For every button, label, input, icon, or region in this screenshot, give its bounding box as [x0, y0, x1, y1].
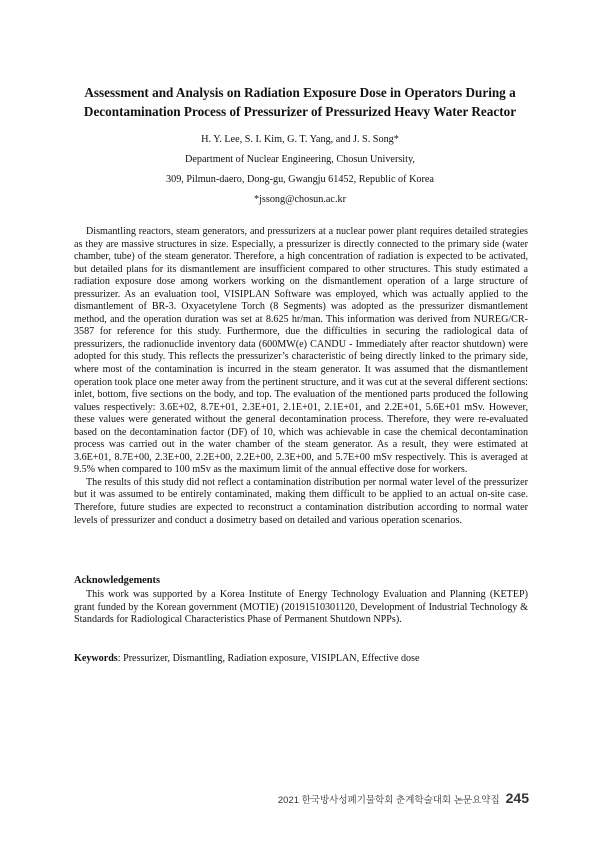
author-list: H. Y. Lee, S. I. Kim, G. T. Yang, and J. S. Song* — [201, 134, 399, 145]
affiliation-department: Department of Nuclear Engineering, Chosun University, — [185, 154, 415, 165]
page-number: 245 — [505, 790, 529, 806]
acknowledgements-text: This work was supported by a Korea Institute of Energy Technology Evaluation and Planning (KETEP) grant funded by the Korean government (MOTIE) (20191510301120, Development of Industrial Technology & Standards for Radiological Characteristics Phase of Permanent Shutdown NPPs). — [74, 589, 528, 626]
title-line-2: Decontamination Process of Pressurizer of Pressurized Heavy Water Reactor — [83, 103, 517, 119]
affiliation-address: 309, Pilmun-daero, Dong-gu, Gwangju 61452, Republic of Korea — [166, 174, 434, 185]
abstract-body — [74, 226, 528, 527]
paper-title — [60, 84, 540, 121]
corresponding-email: *jssong@chosun.ac.kr — [253, 194, 346, 205]
abstract-paragraph-1: Dismantling reactors, steam generators, and pressurizers at a nuclear power plant requires detailed strategies as they are massive structures in size. Especially, a pressurizer is directly connected to the primary side (water chamber, tube) of the steam generator. Therefore, a high concentration of radiation is expected to be activated, but detailed plans for its dismantlement are insufficient compared to other structures. This study estimated a radiation exposure dose among workers working on the dismantlement operation of a large structure of pressurizer. As an evaluation tool, VISIPLAN Software was employed, which was actually applied to the dismantlement of BR-3. Oxyacetylene Torch (8 Segments) was adopted as the pressurizer dismantlement method, and the operation duration was set at 8.625 hr/man. This information was derived from NUREG/CR-3587 for reference for this study. Furthermore, due the difficulties in securing the radiological data of pressurizers, the radionuclide inventory data (600MW(e) CANDU - Immediately after reactor shutdown) were adopted for this study. This reflects the pressurizer’s characteristic of being directly linked to the primary side, where most of the contamination is incurred in the steam generator. It was assumed that the dismantlement operation took place one meter away from the pertinent structure, and it was cut at the several different sections: inlet, bottom, five sections on the body, and top. The evaluation of the mentioned parts produced the following values respectively: 3.6E+02, 8.7E+01, 2.3E+01, 2.1E+01, 2.1E+01, and 2.2E+01, 5.6E+01 mSv. However, these values were generated without the general decontamination process. Therefore, they were re-evaluated based on the decontamination factor (DF) of 10, which was achievable in case the chemical decontamination process was carried out in the water chamber of the steam generator. As a result, they were estimated at 3.6E+01, 8.7E+00, 2.3E+00, 2.2E+00, 2.2E+00, 2.3E+00, and 5.7E+00 mSv respectively. This is averaged at 9.5% when compared to 100 mSv as the maximum limit of the annual effective dose for workers. — [74, 226, 528, 476]
proceedings-title: 2021 한국방사성폐기물학회 춘계학술대회 논문요약집 — [277, 795, 500, 806]
keywords-label: Keywords — [74, 653, 118, 664]
acknowledgements-heading: Acknowledgements — [74, 575, 161, 586]
keywords-list: : Pressurizer, Dismantling, Radiation exposure, VISIPLAN, Effective dose — [117, 653, 420, 664]
title-line-1: Assessment and Analysis on Radiation Exposure Dose in Operators During a — [84, 85, 516, 100]
page-footer — [278, 790, 529, 806]
abstract-paragraph-2: The results of this study did not reflect a contamination distribution per normal water level of the pressurizer but it was assumed to be entirely contaminated, making them difficult to be applied to an actual on-site case. Therefore, future studies are expected to reconstruct a contamination distribution according to normal water levels of pressurizer and conduct a dosimetry based on detailed and various operation scenarios. — [74, 476, 528, 526]
keywords-line — [74, 653, 528, 664]
